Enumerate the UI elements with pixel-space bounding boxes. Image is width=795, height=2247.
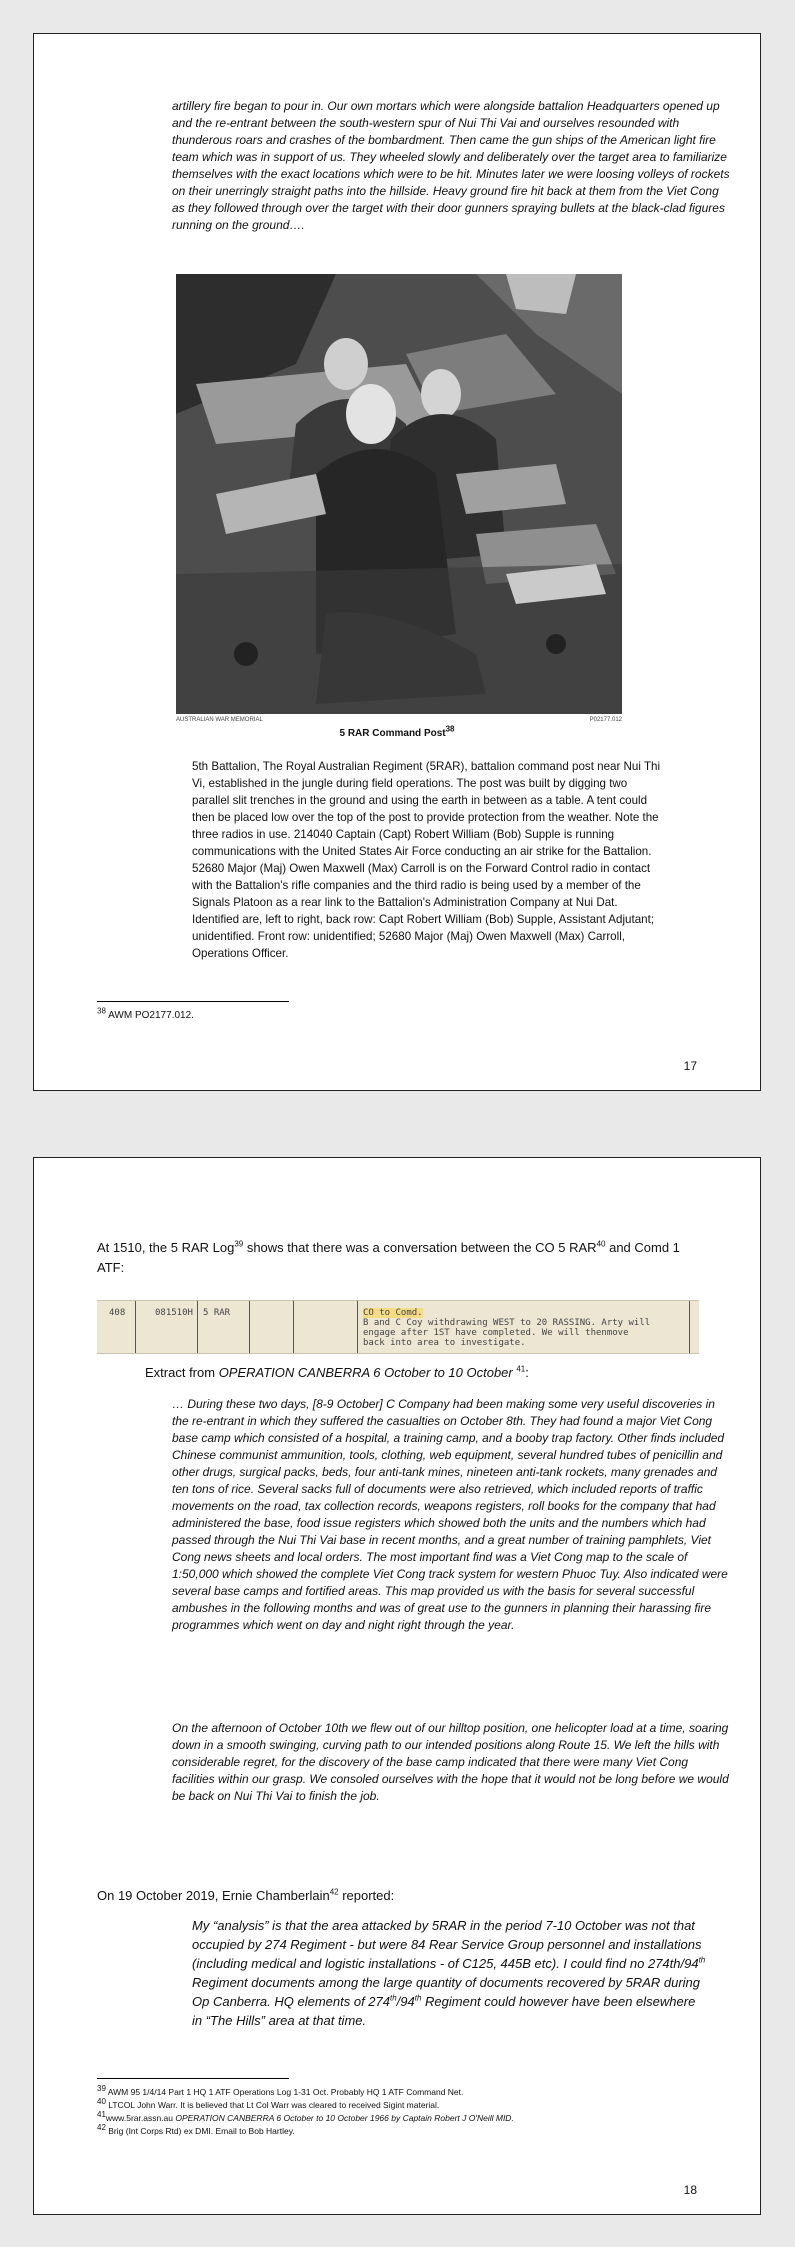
intro-text-b: shows that there was a conversation between the CO 5 RAR [243,1240,597,1255]
quote-part: My “analysis” is that the area attacked by 5RAR in the period 7-10 October was not that occupied by 274 Regiment - but were 84 Rear Service Group personnel and installations (including medical and logistic installations - of C125, 445B etc). I could find no 274th/94 [192,1918,702,1971]
footnote-42 [97,2125,514,2138]
footnote-text: OPERATION CANBERRA 6 October to 10 October 1966 by Captain Robert J O'Neill MID. [175,2113,514,2123]
log-column-rule [357,1301,358,1353]
log-line-highlighted: CO to Comd. [363,1308,423,1318]
footnote-38 [97,1006,194,1022]
page-number: 17 [683,1059,697,1073]
page-18 [33,1157,761,2215]
log-time: 081510H [155,1308,193,1318]
intro-text-c: and Comd 1 ATF: [97,1240,680,1275]
command-post-photo-illustration [176,274,622,714]
log-from: 5 RAR [203,1308,231,1318]
quote-part: Regiment documents among the large quantity of documents recovered by 5RAR during Op Canberra. HQ elements of 274 [192,1975,701,2009]
chamberlain-quote [192,1916,707,2030]
ernie-text-a: On 19 October 2019, Ernie Chamberlain [97,1888,330,1903]
footnote-text: AWM 95 1/4/14 Part 1 HQ 1 ATF Operations Log 1-31 Oct. Probably HQ 1 ATF Command Net. [105,2087,464,2097]
footnote-ref-41: 41 [516,1364,526,1374]
footnote-link[interactable]: www.5rar.assn.au [105,2113,176,2123]
log-excerpt-image [97,1300,699,1354]
extract-heading [145,1365,529,1380]
footnote-39 [97,2086,514,2099]
log-column-rule [689,1301,690,1353]
canberra-quote-1: … During these two days, [8-9 October] C Company had been making some very useful discoveries in the re-entrant in which they suffered the casualties on October 8th. They had found a major Viet Cong base camp which consisted of a hospital, a training camp, and a booby trap factory. Other finds included Chinese communist ammunition, tools, clothing, web equipment, several hundred tubes of penicillin and other drugs, surgical packs, beds, four anti-tank mines, nineteen anti-tank rockets, many grenades and ten tons of rice. Several sacks full of documents were also retrieved, which included reports of traffic movements on the road, tax collection records, weapons registers, roll books for the company that had administered the base, food issue registers which showed both the units and the numbers which had passed through the Nui Thi Vai base in recent months, and a great number of training pamphlets, Viet Cong news sheets and local orders. The most important find was a Viet Cong map to the scale of 1:50,000 which showed the complete Viet Cong track system for western Phuoc Tuy. Also indicated were several base camps and fortified areas. This map provided us with the basis for several successful ambushes in the following months and was of great use to the gunners in planning their harassing fire programmes which went on day and night right through the year. [172,1397,728,1632]
photo-caption-title [34,724,760,739]
footnote-number: 41 [97,2110,106,2120]
footnote-text: Brig (Int Corps Rtd) ex DMI. Email to Bob Hartley. [105,2126,295,2136]
log-column-rule [293,1301,294,1353]
footnote-ref-42: 42 [329,1887,339,1897]
photo-credit-id: P02177.012 [589,717,622,723]
caption-title-text: 5 RAR Command Post [339,728,446,739]
footnote-text: AWM PO2177.012. [105,1010,194,1021]
extract-title: OPERATION CANBERRA 6 October to 10 October [218,1365,513,1380]
footnote-number: 40 [97,2097,106,2107]
photo-caption-body: 5th Battalion, The Royal Australian Regiment (5RAR), battalion command post near Nui Thi Vi, established in the jungle during field operations. The post was built by digging two parallel slit trenches in the ground and using the earth in between as a table. A tent could then be placed low over the top of the post to provide protection from the weather. Note the three radios in use. 214040 Captain (Capt) Robert William (Bob) Supple is running communications with the United States Air Force conducting an air strike for the Battalion. 52680 Major (Maj) Owen Maxwell (Max) Carroll is on the Forward Control radio in contact with the Battalion's rifle companies and the third radio is being used by a member of the Signals Platoon as a rear link to the Battalion's Administration Company at Nui Dat. Identified are, left to right, back row: Capt Robert William (Bob) Supple, Assistant Adjutant; unidentified. Front row: unidentified; 52680 Major (Maj) Owen Maxwell (Max) Carroll, Operations Officer. [192,760,661,960]
command-post-photo [176,274,622,714]
log-column-rule [197,1301,198,1353]
photo-credit-source: AUSTRALIAN WAR MEMORIAL [176,717,263,723]
superscript: th [390,1993,397,2003]
log-line: back into area to investigate. [363,1338,526,1348]
intro-text-a: At 1510, the 5 RAR Log [97,1240,235,1255]
footnote-ref-39: 39 [234,1239,244,1249]
footnote-ref-38: 38 [445,724,455,734]
superscript: th [698,1955,706,1965]
extract-suffix: : [525,1365,529,1380]
quote-part: /94 [396,1994,415,2009]
page-17 [33,33,761,1091]
photo-credit [176,717,622,723]
footnotes [97,2086,514,2138]
log-column-rule [135,1301,136,1353]
log-entry [363,1308,650,1348]
log-serial: 408 [109,1308,126,1318]
superscript: th [414,1993,422,2003]
canberra-quote-2: On the afternoon of October 10th we flew out of our hilltop position, one helicopter load at a time, soaring down in a smooth swinging, curving path to our intended positions along Route 15. We left the hills with considerable regret, for the discovery of the base camp indicated that there were many Viet Cong facilities within our grasp. We consoled ourselves with the hope that it would not be long before we would be back on Nui Thi Vai to finish the job. [172,1721,729,1803]
ernie-text-b: reported: [338,1888,395,1903]
log-column-rule [249,1301,250,1353]
log-line: engage after 1ST have completed. We will thenmove [363,1328,629,1338]
log-line: B and C Coy withdrawing WEST to 20 RASSING. Arty will [363,1318,651,1328]
footnote-divider [97,2078,289,2079]
extract-prefix: Extract from [145,1365,219,1380]
quote-part: Regiment could however have been elsewhere in “The Hills” area at that time. [192,1994,696,2028]
footnote-ref-40: 40 [596,1239,606,1249]
footnote-number: 38 [97,1006,106,1016]
footnote-divider [97,1001,289,1002]
footnote-number: 39 [97,2084,106,2094]
artillery-quote: artillery fire began to pour in. Our own mortars which were alongside battalion Headquarters opened up and the re-entrant between the south-western spur of Nui Thi Vai and ourselves resounded with thunderous roars and crashes of the bombardment. Then came the gun ships of the American light fire team which was in support of us. They wheeled slowly and deliberately over the target area to familiarize themselves with the exact locations which were to be hit. Minutes later we were loosing volleys of rockets on their unerringly straight paths into the hillside. Heavy ground fire hit back at them from the Viet Cong as they followed through over the target with their door gunners spraying bullets at the black-clad figures running on the ground…. [172,99,730,232]
page-number: 18 [683,2183,697,2197]
chamberlain-intro [97,1888,394,1903]
log-intro-paragraph [97,1238,697,1278]
footnote-text: LTCOL John Warr. It is believed that Lt Col Warr was cleared to received Sigint material. [105,2100,440,2110]
footnote-40 [97,2099,514,2112]
footnote-41 [97,2112,514,2125]
footnote-number: 42 [97,2123,106,2133]
